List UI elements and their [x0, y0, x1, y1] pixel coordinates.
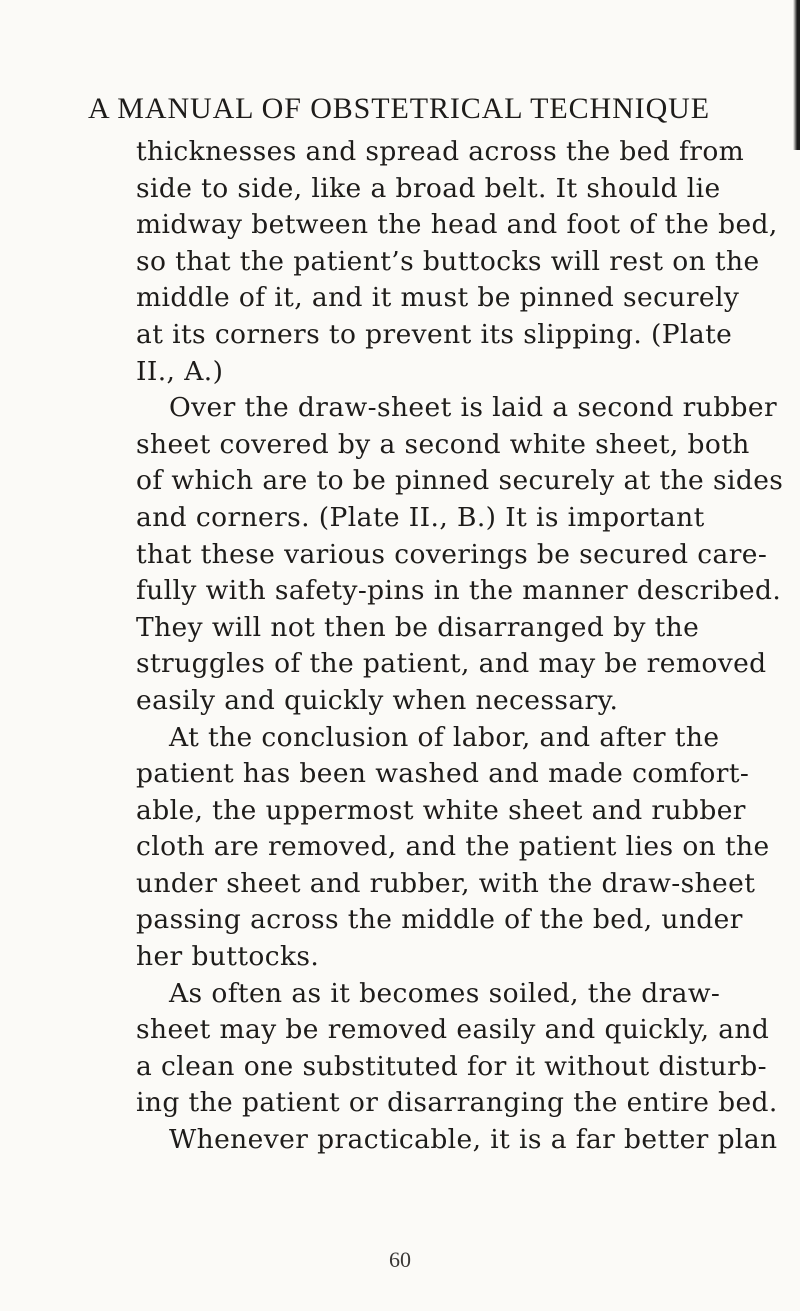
text-line: Over the draw-sheet is laid a second rubber — [169, 392, 778, 424]
text-line: Whenever practicable, it is a far better plan — [169, 1124, 778, 1156]
text-line: and corners. (Plate II., B.) It is important — [136, 501, 705, 533]
text-line: sheet may be removed easily and quickly, and — [136, 1014, 770, 1046]
page-edge-shadow — [793, 0, 800, 150]
body-text — [136, 134, 784, 1159]
text-line: at its corners to prevent its slipping. (Plate — [136, 318, 733, 350]
text-line: middle of it, and it must be pinned securely — [136, 282, 740, 314]
text-line: As often as it becomes soiled, the draw- — [169, 977, 721, 1009]
text-line: fully with safety-pins in the manner described. — [136, 575, 782, 607]
text-line: II., A.) — [136, 355, 224, 387]
text-line: At the conclusion of labor, and after the — [169, 721, 720, 753]
text-line: that these various coverings be secured care- — [136, 538, 768, 570]
running-head: A MANUAL OF OBSTETRICAL TECHNIQUE — [88, 92, 710, 125]
text-line: cloth are removed, and the patient lies on the — [136, 831, 770, 863]
text-line: side to side, like a broad belt. It should lie — [136, 172, 721, 204]
text-line: able, the uppermost white sheet and rubber — [136, 794, 746, 826]
text-line: struggles of the patient, and may be removed — [136, 648, 767, 680]
text-line: midway between the head and foot of the bed, — [136, 209, 778, 241]
text-line: ing the patient or disarranging the entire bed. — [136, 1087, 778, 1119]
text-line: thicknesses and spread across the bed from — [136, 136, 745, 167]
text-line: sheet covered by a second white sheet, both — [136, 428, 750, 460]
text-line: so that the patient’s buttocks will rest on the — [136, 245, 760, 277]
text-line: her buttocks. — [136, 941, 320, 973]
text-line: under sheet and rubber, with the draw-sheet — [136, 867, 756, 899]
text-line: passing across the middle of the bed, under — [136, 904, 743, 936]
text-line: easily and quickly when necessary. — [136, 684, 619, 716]
text-line: They will not then be disarranged by the — [136, 611, 700, 643]
page-number: 60 — [389, 1247, 411, 1272]
text-line: of which are to be pinned securely at the sides — [136, 465, 784, 497]
text-line: a clean one substituted for it without disturb- — [136, 1050, 767, 1082]
text-line: patient has been washed and made comfort- — [136, 758, 750, 790]
